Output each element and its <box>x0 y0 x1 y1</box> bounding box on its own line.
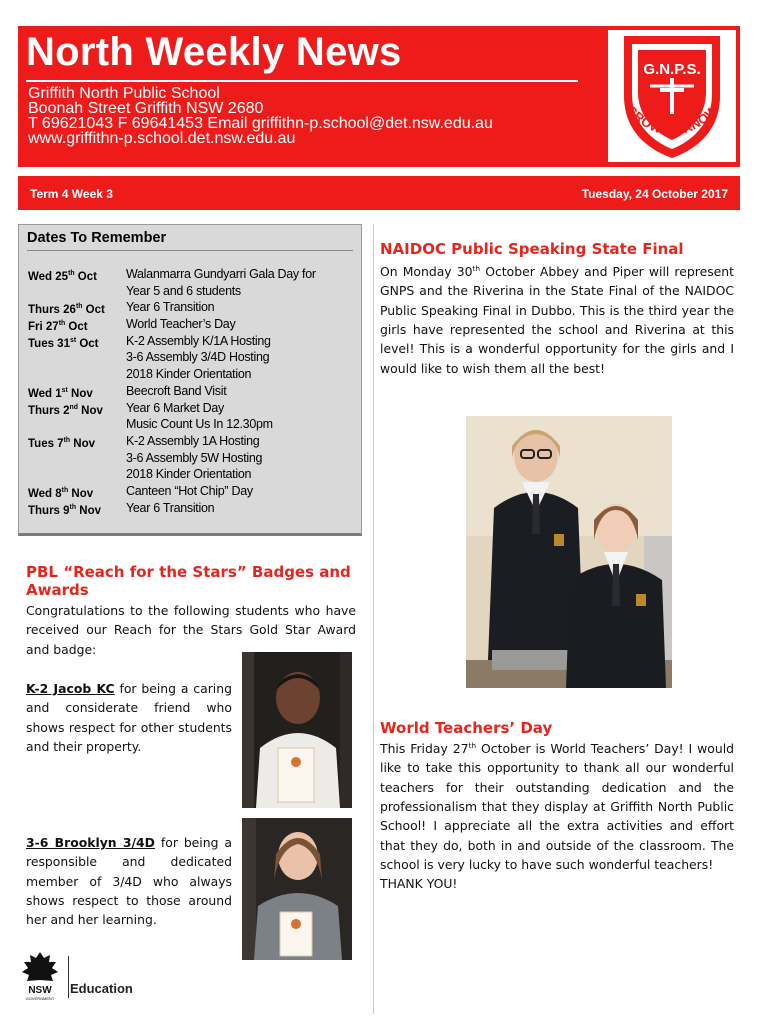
event-entry: 2018 Kinder Orientation <box>126 467 252 482</box>
event-entry: K-2 Assembly K/1A Hosting <box>126 333 271 348</box>
date-entry <box>28 366 105 383</box>
pbl-body: Congratulations to the following students who have received our Reach for the Stars Gold Star Award and badge: <box>26 603 356 657</box>
issue-bar <box>18 176 740 210</box>
event-entry: Canteen “Hot Chip” Day <box>126 483 253 498</box>
date-entry: Fri 27th Oct <box>28 320 88 333</box>
world-teachers-section <box>380 736 734 894</box>
thank-you: THANK YOU! <box>380 876 458 892</box>
event-entry: 3-6 Assembly 3/4D Hosting <box>126 350 270 365</box>
events-list <box>126 266 316 516</box>
department-name: Education <box>70 981 133 996</box>
event-entry: K-2 Assembly 1A Hosting <box>126 433 260 448</box>
masthead <box>18 26 740 167</box>
date-entry: Thurs 9th Nov <box>28 503 101 517</box>
event-entry: 2018 Kinder Orientation <box>126 367 252 382</box>
school-address: Boonah Street Griffith NSW 2680 <box>28 100 264 117</box>
date-entry: Thurs 26th Oct <box>28 303 105 317</box>
award-text: for being a responsible and dedicated member of 3/4D who always shows respect to those around her and her learning. <box>26 835 232 928</box>
date-entry <box>28 450 105 467</box>
svg-text:G.N.P.S.: G.N.P.S. <box>643 61 701 78</box>
newsletter-title: North Weekly News <box>26 30 402 74</box>
award-brooklyn <box>26 833 232 929</box>
event-entry: Year 5 and 6 students <box>126 283 241 298</box>
event-entry: Year 6 Transition <box>126 500 215 515</box>
svg-text:GOVERNMENT: GOVERNMENT <box>25 996 55 1001</box>
gnps-crest-icon <box>608 30 736 162</box>
pbl-heading: PBL “Reach for the Stars” Badges and Awards <box>26 563 351 599</box>
world-teachers-body: This Friday 27th October is World Teachers’ Day! I would like to take this opportunity to thank all our wonderful teachers for their outstanding dedication and the professionalism that they display at Griffith North Public School! I appreciate all the extra activities and effort that they do, both in and outside of the classroom. The school is very lucky to have such wonderful teachers! <box>380 741 734 872</box>
date-entry: Thurs 2nd Nov <box>28 403 103 417</box>
award-jacob <box>26 679 232 756</box>
date-entry <box>28 349 105 366</box>
event-entry: Year 6 Market Day <box>126 400 224 415</box>
world-teachers-heading: World Teachers’ Day <box>380 719 553 737</box>
award-text: for being a caring and considerate friend who shows respect for other students and their property. <box>26 681 232 754</box>
dates-to-remember <box>18 224 362 536</box>
dates-divider <box>27 250 353 251</box>
date-entry: Tues 31st Oct <box>28 336 99 350</box>
dates-heading: Dates To Remember <box>27 230 167 246</box>
logo-divider <box>68 956 69 998</box>
school-details <box>28 86 493 146</box>
issue-date: Tuesday, 24 October 2017 <box>581 187 728 201</box>
school-logo <box>608 30 736 162</box>
event-entry: World Teacher’s Day <box>126 317 236 332</box>
event-entry: 3-6 Assembly 5W Hosting <box>126 450 263 465</box>
date-entry <box>28 416 105 433</box>
event-entry: Year 6 Transition <box>126 300 215 315</box>
naidoc-body: On Monday 30th October Abbey and Piper will represent GNPS and the Riverina in the State Final of the NAIDOC Public Speaking Final in Dubbo. This is the third year the girls have represented the school and Riverina at this level! This is a wonderful opportunity for the girls and I would like to wish them all the best! <box>380 264 734 376</box>
event-entry: Music Count Us In 12.30pm <box>126 417 273 432</box>
award-name: 3-6 Brooklyn 3/4D <box>26 835 155 850</box>
event-entry: Walanmarra Gundyarri Gala Day for <box>126 267 316 281</box>
dates-list <box>28 266 105 516</box>
date-entry: Tues 7th Nov <box>28 436 96 450</box>
award-name: K-2 Jacob KC <box>26 681 115 696</box>
naidoc-students-photo <box>466 416 672 688</box>
svg-text:GROW TO KNOW: GROW TO KNOW <box>623 102 721 139</box>
school-name: Griffith North Public School <box>28 85 220 102</box>
event-entry: Beecroft Band Visit <box>126 383 227 398</box>
date-entry <box>28 466 105 483</box>
school-website[interactable]: www.griffithn-p.school.det.nsw.edu.au <box>28 130 296 147</box>
svg-text:NSW: NSW <box>28 985 52 996</box>
date-entry <box>28 283 105 300</box>
term-label: Term 4 Week 3 <box>30 187 113 201</box>
date-entry: Wed 8th Nov <box>28 486 94 500</box>
jacob-photo <box>242 652 352 808</box>
brooklyn-photo <box>242 818 352 960</box>
date-entry: Wed 1st Nov <box>28 386 93 400</box>
nsw-education-logo <box>18 950 158 1002</box>
school-contact[interactable]: T 69621043 F 69641453 Email griffithn-p.school@det.nsw.edu.au <box>28 115 493 132</box>
waratah-icon <box>18 950 62 1002</box>
title-divider <box>26 80 578 82</box>
column-divider <box>373 224 374 1014</box>
date-entry: Wed 25th Oct <box>28 270 97 283</box>
naidoc-heading: NAIDOC Public Speaking State Final <box>380 240 684 258</box>
